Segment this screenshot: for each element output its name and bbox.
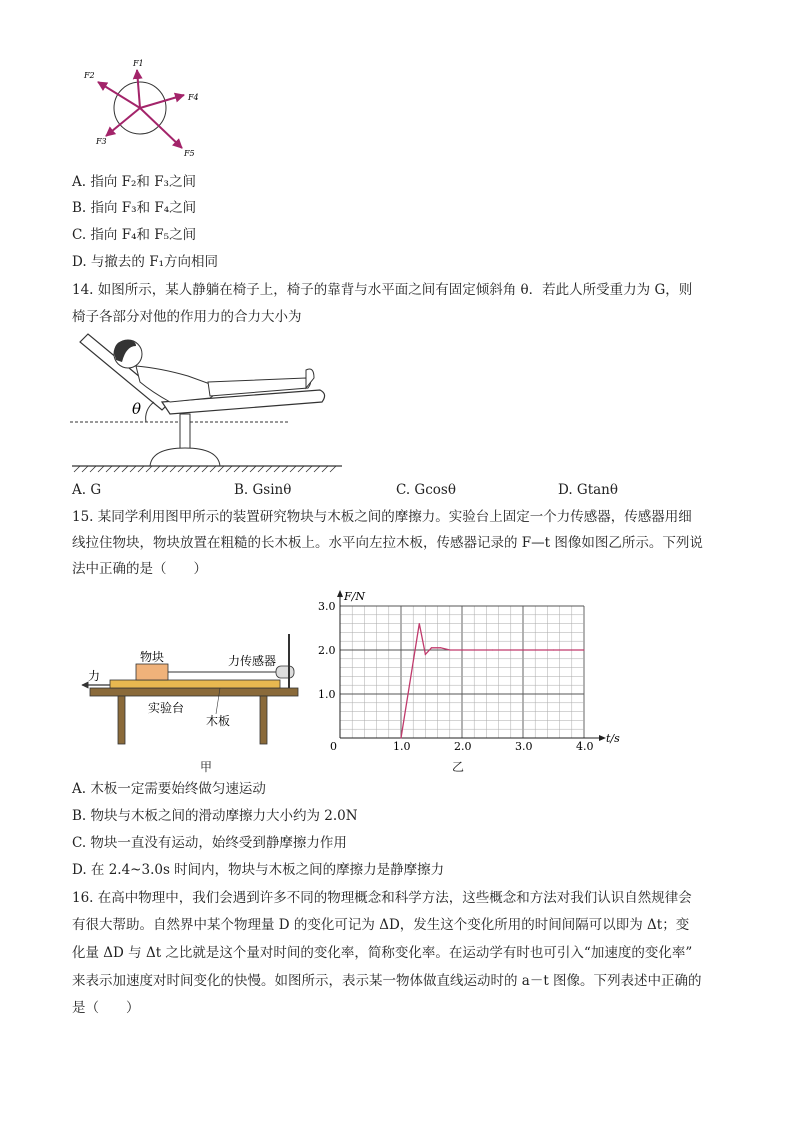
- x-axis-label: t/s: [606, 732, 620, 745]
- angle-arc: [146, 402, 154, 422]
- q13-option-d: D. 与撤去的 F₁方向相同: [72, 254, 218, 270]
- data-point: [400, 737, 401, 738]
- q15-stem-line1: 15. 某同学利用图甲所示的装置研究物块与木板之间的摩擦力。实验台上固定一个力传感器，传感器用细: [72, 509, 692, 525]
- apparatus-diagram: [80, 630, 310, 750]
- data-point: [583, 649, 584, 650]
- figure-b-caption: 乙: [452, 760, 465, 774]
- data-point: [522, 649, 523, 650]
- force-arrow-f4: [140, 95, 184, 108]
- q16-line1: 16. 在高中物理中，我们会遇到许多不同的物理概念和科学方法，这些概念和方法对我们认识自然规律会: [72, 890, 692, 906]
- reclining-chair-figure: [70, 332, 360, 474]
- angle-theta: θ: [132, 400, 142, 418]
- x-tick-label: 3.0: [515, 740, 533, 753]
- force-arrow-f5: [140, 108, 182, 148]
- ground-hatching: [74, 466, 336, 472]
- q14-option-a: A. G: [72, 482, 102, 498]
- x-tick-label: 4.0: [576, 740, 594, 753]
- q14-option-b: B. Gsinθ: [234, 482, 292, 498]
- q13-option-b: B. 指向 F₃和 F₄之间: [72, 200, 197, 216]
- q13-option-a: A. 指向 F₂和 F₃之间: [72, 174, 196, 190]
- force-time-chart: [310, 586, 630, 758]
- force-label-f5: F5: [184, 149, 195, 158]
- q15-option-a: A. 木板一定需要始终做匀速运动: [72, 781, 266, 797]
- lab-table-top: [90, 688, 298, 696]
- figure-a-caption: 甲: [200, 760, 213, 774]
- force-label-f3: F3: [96, 137, 107, 146]
- q16-line4: 来表示加速度对时间变化的快慢。如图所示，表示某一物体做直线运动时的 a－t 图像。下列表述中正确的: [72, 973, 702, 989]
- y-axis-label: F/N: [344, 590, 365, 603]
- data-point: [440, 647, 441, 648]
- data-point: [449, 649, 450, 650]
- force-label-f1: F1: [133, 59, 144, 68]
- chair-stand-post: [180, 414, 190, 450]
- label-board: 木板: [206, 714, 231, 728]
- x-tick-label: 2.0: [454, 740, 472, 753]
- force-sensor: [276, 666, 294, 678]
- lab-table-leg-left: [118, 696, 125, 744]
- q15-stem-line3: 法中正确的是（ ）: [72, 561, 207, 577]
- data-point: [431, 647, 432, 648]
- label-sensor: 力传感器: [228, 654, 277, 668]
- q16-line3: 化量 ΔD 与 Δt 之比就是这个量对时间的变化率，简称变化率。在运动学有时也可引入“加速度的变化率”: [72, 945, 693, 961]
- force-arrow-f3: [106, 108, 140, 136]
- data-point: [419, 623, 420, 624]
- x-tick-label: 0: [330, 740, 337, 753]
- data-point: [425, 654, 426, 655]
- force-diagram: [78, 56, 208, 166]
- data-point: [492, 649, 493, 650]
- force-label-f4: F4: [188, 93, 199, 102]
- label-force: 力: [88, 669, 101, 683]
- force-arrow-f1: [137, 70, 140, 108]
- q15-option-b: B. 物块与木板之间的滑动摩擦力大小约为 2.0N: [72, 808, 358, 824]
- q16-line5: 是（ ）: [72, 1000, 140, 1016]
- y-tick-label: 1.0: [318, 688, 336, 701]
- q15-option-d: D. 在 2.4~3.0s 时间内，物块与木板之间的摩擦力是静摩擦力: [72, 862, 445, 878]
- q15-stem-line2: 线拉住物块，物块放置在粗糙的长木板上。水平向左拉木板，传感器记录的 F—t 图像如图乙所示。下列说: [72, 535, 703, 551]
- label-block: 物块: [140, 650, 165, 664]
- y-tick-label: 3.0: [318, 600, 336, 613]
- y-axis-arrow: [337, 590, 343, 597]
- force-curve: [401, 624, 584, 738]
- q14-stem-line1: 14. 如图所示，某人静躺在椅子上，椅子的靠背与水平面之间有固定倾斜角 θ．若此人所受重力为 G，则: [72, 282, 693, 298]
- force-label-f2: F2: [84, 71, 95, 80]
- chair-stand-base: [150, 448, 220, 466]
- q14-stem-line2: 椅子各部分对他的作用力的合力大小为: [72, 309, 302, 325]
- y-tick-label: 2.0: [318, 644, 336, 657]
- q13-option-c: C. 指向 F₄和 F₅之间: [72, 227, 197, 243]
- data-point: [553, 649, 554, 650]
- lab-table-leg-right: [260, 696, 267, 744]
- wooden-board: [110, 680, 280, 688]
- label-table: 实验台: [148, 701, 185, 715]
- q14-option-d: D. Gtanθ: [558, 482, 619, 498]
- force-arrow-f2: [98, 82, 140, 108]
- q14-option-c: C. Gcosθ: [396, 482, 456, 498]
- data-point: [461, 649, 462, 650]
- q16-line2: 有很大帮助。自然界中某个物理量 D 的变化可记为 ΔD，发生这个变化所用的时间间隔可以即为 Δt；变: [72, 917, 690, 933]
- block: [136, 664, 168, 680]
- q15-option-c: C. 物块一直没有运动，始终受到静摩擦力作用: [72, 835, 347, 851]
- x-axis-arrow: [599, 735, 606, 741]
- x-tick-label: 1.0: [393, 740, 411, 753]
